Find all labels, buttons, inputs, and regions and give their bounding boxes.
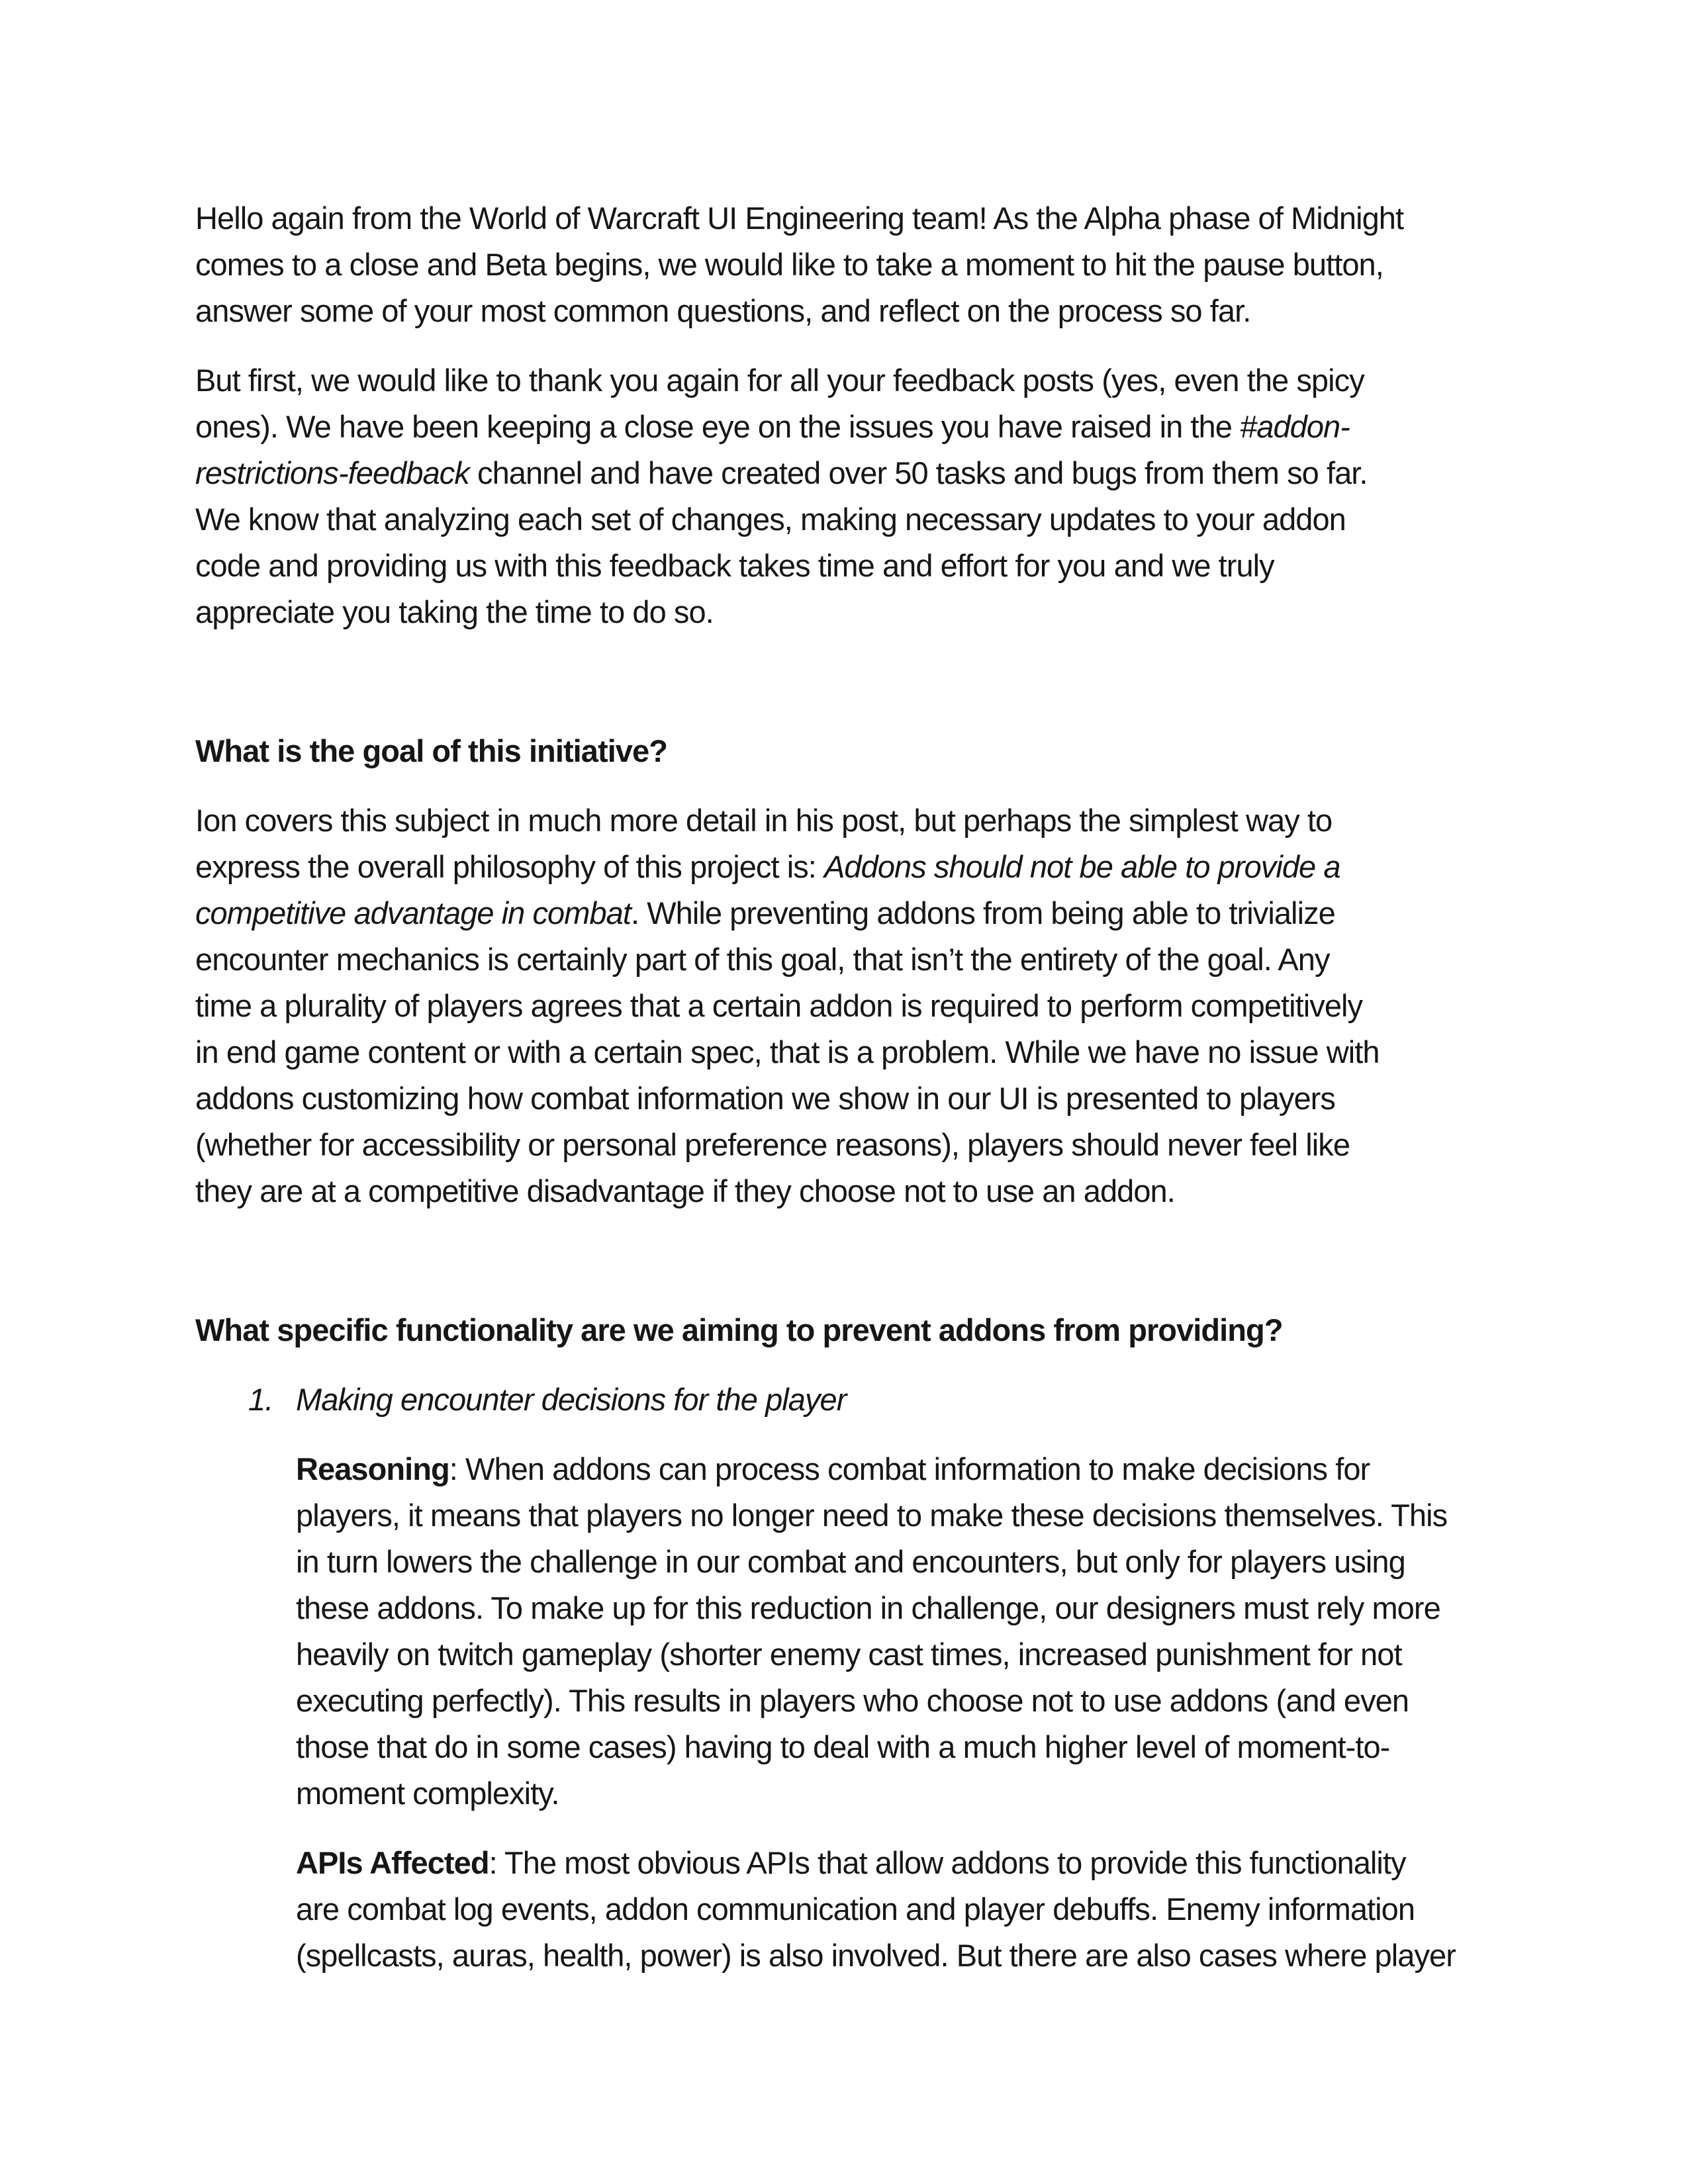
text-line: [195, 543, 1493, 589]
text-run: they are at a competitive disadvantage if they choose not to use an addon.: [195, 1173, 1175, 1208]
text-run: Ion covers this subject in much more detail in his post, but perhaps the simplest way to: [195, 803, 1333, 838]
text-line: [195, 890, 1493, 936]
text-line: [195, 288, 1493, 334]
text-line: [195, 1029, 1493, 1075]
text-run: Making encounter decisions for the player: [296, 1382, 847, 1417]
text-run: those that do in some cases) having to deal with a much higher level of moment-to-: [296, 1729, 1390, 1764]
text-run: : When addons can process combat information to make decisions for: [449, 1451, 1370, 1486]
text-run: moment complexity.: [296, 1776, 559, 1811]
text-line: [296, 1446, 1493, 1492]
text-run: comes to a close and Beta begins, we would like to take a moment to hit the pause button,: [195, 247, 1383, 282]
text-run: What is the goal of this initiative?: [195, 733, 667, 768]
text-run: We know that analyzing each set of changes, making necessary updates to your addon: [195, 502, 1346, 537]
text-run: in end game content or with a certain spec, that is a problem. While we have no issue with: [195, 1034, 1380, 1069]
text-line: [195, 1122, 1493, 1168]
text-run: But first, we would like to thank you again for all your feedback posts (yes, even the spicy: [195, 363, 1364, 398]
text-line: [195, 357, 1493, 404]
text-run: (spellcasts, auras, health, power) is also involved. But there are also cases where player: [296, 1938, 1456, 1973]
text-run: Addons should not be able to provide a: [824, 849, 1340, 884]
text-run: are combat log events, addon communication and player debuffs. Enemy information: [296, 1891, 1415, 1927]
list-number: 1.: [248, 1382, 273, 1417]
text-run: (whether for accessibility or personal preference reasons), players should never feel like: [195, 1127, 1350, 1162]
apis-affected-paragraph: [195, 1840, 1493, 1979]
reasoning-paragraph: [195, 1446, 1493, 1817]
text-line: [195, 844, 1493, 890]
text-run: What specific functionality are we aiming to prevent addons from providing?: [195, 1312, 1283, 1347]
text-line: [195, 496, 1493, 543]
text-run: competitive advantage in combat: [195, 895, 631, 931]
text-run: in turn lowers the challenge in our combat and encounters, but only for players using: [296, 1544, 1405, 1579]
text-line: [296, 1492, 1493, 1539]
text-run: channel and have created over 50 tasks and bugs from them so far.: [469, 455, 1368, 490]
text-line: [195, 450, 1493, 496]
text-run: heavily on twitch gameplay (shorter enemy cast times, increased punishment for not: [296, 1637, 1402, 1672]
text-line: [195, 797, 1493, 844]
text-run: time a plurality of players agrees that a certain addon is required to perform competitively: [195, 988, 1363, 1023]
text-run: code and providing us with this feedback takes time and effort for you and we truly: [195, 548, 1274, 583]
text-line: [195, 1307, 1493, 1353]
goal-paragraph: [195, 797, 1493, 1214]
text-line: [296, 1724, 1493, 1770]
text-line: [296, 1539, 1493, 1585]
functionality-heading: [195, 1307, 1493, 1353]
text-run: these addons. To make up for this reduction in challenge, our designers must rely more: [296, 1590, 1440, 1625]
text-run: ones). We have been keeping a close eye on the issues you have raised in the: [195, 409, 1241, 444]
text-run: addons customizing how combat information we show in our UI is presented to players: [195, 1081, 1335, 1116]
text-line: [195, 242, 1493, 288]
text-line: [195, 589, 1493, 635]
text-run: Hello again from the World of Warcraft UI Engineering team! As the Alpha phase of Midnight: [195, 201, 1404, 236]
text-line: [296, 1631, 1493, 1678]
text-line: [195, 983, 1493, 1029]
text-run: executing perfectly). This results in players who choose not to use addons (and even: [296, 1683, 1409, 1718]
text-run: express the overall philosophy of this project is:: [195, 849, 825, 884]
text-line: [195, 936, 1493, 983]
text-line: [296, 1585, 1493, 1631]
text-line: [296, 1886, 1493, 1933]
text-line: [296, 1678, 1493, 1724]
text-run: #addon-: [1240, 409, 1350, 444]
text-run: Reasoning: [296, 1451, 449, 1486]
text-run: appreciate you taking the time to do so.: [195, 594, 714, 629]
text-line: [296, 1840, 1493, 1886]
text-line: [195, 404, 1493, 450]
text-run: restrictions-feedback: [195, 455, 469, 490]
text-line: [195, 195, 1493, 242]
text-line: [195, 1168, 1493, 1214]
feedback-thanks-paragraph: [195, 357, 1493, 635]
text-line: [195, 728, 1493, 774]
text-run: answer some of your most common questions, and reflect on the process so far.: [195, 293, 1251, 328]
text-line: [195, 1075, 1493, 1122]
text-line: [296, 1770, 1493, 1817]
intro-paragraph: [195, 195, 1493, 334]
text-run: encounter mechanics is certainly part of this goal, that isn’t the entirety of the goal. Any: [195, 942, 1330, 977]
document-content: [195, 195, 1493, 1979]
text-line: [296, 1377, 1493, 1423]
list-item-1: [195, 1377, 1493, 1423]
text-line: [296, 1933, 1493, 1979]
text-run: . While preventing addons from being able to trivialize: [630, 895, 1335, 931]
text-run: players, it means that players no longer need to make these decisions themselves. This: [296, 1498, 1448, 1533]
text-run: : The most obvious APIs that allow addons to provide this functionality: [489, 1845, 1406, 1880]
goal-heading: [195, 728, 1493, 774]
text-run: APIs Affected: [296, 1845, 489, 1880]
